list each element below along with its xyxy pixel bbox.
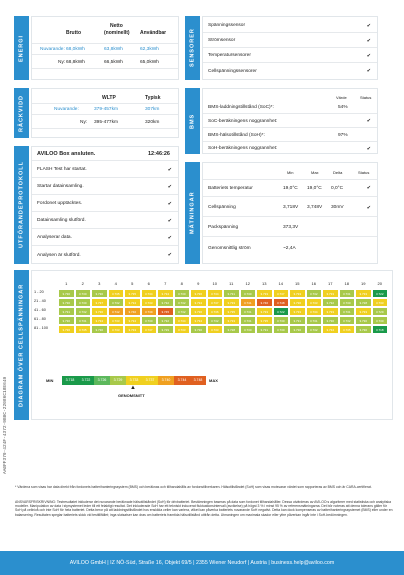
cell-voltage: 3.730 <box>58 298 75 307</box>
cell-voltage: 3.735 <box>108 289 125 298</box>
cell-voltage: 3.733 <box>289 289 306 298</box>
protocol-item: Startar datainsamling. ✔ <box>32 179 178 195</box>
cell-voltage: 3.731 <box>75 316 92 325</box>
disclaimer: ANSVARSFRISKRIVNING: Testresultatet inkluderar det nuvarande beräknade hälsotillståndet (SoH) för drivbatteriet. Bestämningen baseras på data som fordonet tillhandahåller. Dessa utvärderas av AVILOO:s algoritmer med statistiska och analytiska modeller. Manipulation av data i styrsystemet leder till ett felaktigt resultat. Det inkluderade SoH har ett tekniskt inducerat fluktuationsintervall (avvikelse) på högst 3 % i minst 95 % av referensmätningarna. Det bör noteras att denna tolerans gäller för SoH på cellnivå och inte SoH för hela batteriet. Detta beror på att laddningstillståndet hos enskilda celler kan variera, vilket kan påverka batteriets nuvarande SoH negativt. Detta kan dock kompenseras av batterihanteringssystemet (BMS) eller under en balansering. Resultaten speglar batteriets skick vid testtillfället; inga slutsatser kan dras om batteriets framtida hälsotillstånd utifrån detta. Utmaningen om maximala skador eller yttre påverkan ingår inte i SoH-bedömningen. <box>15 500 393 517</box>
cell-voltage: 3.737 <box>141 325 158 334</box>
cell-voltage: 3.730 <box>141 316 158 325</box>
measure-row: Genomsnittlig ström ~2,4A <box>208 245 296 251</box>
sensor-item: Cellspänningssensorer ✔ <box>208 68 371 74</box>
cell-voltage: 3.731 <box>58 307 75 316</box>
cell-voltage: 3.732 <box>339 316 356 325</box>
cell-voltage: 3.748 <box>273 298 290 307</box>
cell-voltage: 3.735 <box>75 325 92 334</box>
cell-voltage: 3.732 <box>108 298 125 307</box>
cell-voltage: 3.728 <box>223 325 240 334</box>
cell-voltage: 3.733 <box>289 307 306 316</box>
cell-row-label: 21 - 40 <box>34 299 46 303</box>
cell-voltage: 3.728 <box>355 298 372 307</box>
cell-voltage: 3.733 <box>322 307 339 316</box>
cell-voltage: 3.732 <box>174 307 191 316</box>
cell-voltage: 3.733 <box>141 298 158 307</box>
cell-voltage: 3.732 <box>322 298 339 307</box>
cell-voltage: 3.730 <box>58 316 75 325</box>
range-tab: RÄCKVIDD <box>14 88 29 138</box>
legend-min: MIN <box>46 378 54 383</box>
cell-voltage: 3.733 <box>108 316 125 325</box>
cell-voltage: 3.731 <box>223 289 240 298</box>
cell-voltage: 3.742 <box>108 307 125 316</box>
bms-row: BMS-laddningstillstånd (SoC)*: 54% <box>203 101 377 114</box>
cell-voltage: 3.730 <box>289 325 306 334</box>
cell-col-label: 16 <box>311 281 316 286</box>
cell-voltage: 3.732 <box>157 298 174 307</box>
cell-col-label: 7 <box>164 281 167 286</box>
cell-voltage: 3.730 <box>339 298 356 307</box>
cell-col-label: 10 <box>212 281 217 286</box>
cell-voltage: 3.733 <box>355 289 372 298</box>
cell-voltage: 3.734 <box>190 316 207 325</box>
bms-tab: BMS <box>185 88 200 154</box>
cell-voltage: 3.732 <box>306 325 323 334</box>
cell-voltage: 3.718 <box>372 325 389 334</box>
protocol-panel <box>31 146 179 264</box>
document-id: AA0FF379-424F-4372-9B0C-22086C18E649 <box>3 376 8 474</box>
measure-h-status: Status <box>358 170 370 175</box>
energy-row-current: Nuvarande: 68,0kWh 63,8kWh 62,3kWh <box>32 43 178 55</box>
cell-col-label: 17 <box>328 281 333 286</box>
legend-swatch: 3.718 <box>62 376 78 385</box>
protocol-header: AVILOO Box ansluten. 12:46:26 <box>32 147 178 161</box>
measure-row: Batteriets temperatur 19,0°C 19,0°C 0,0°C ✔ <box>203 179 377 197</box>
cell-voltage: 3.737 <box>91 298 108 307</box>
sensors-tab: SENSORER <box>185 16 200 80</box>
range-col1: WLTP <box>102 95 116 101</box>
cell-voltage: 3.730 <box>355 325 372 334</box>
cells-panel <box>31 270 393 420</box>
legend-swatch: 3.740 <box>158 376 174 385</box>
protocol-item: Datainsamling slutförd. ✔ <box>32 213 178 229</box>
cell-voltage: 3.734 <box>141 289 158 298</box>
measure-row: Packspänning 373,3V <box>203 219 377 237</box>
protocol-item: Analysen är slutförd. ✔ <box>37 252 172 258</box>
measure-panel <box>202 162 378 264</box>
cell-row-label: 81 - 100 <box>34 326 48 330</box>
cell-voltage: 3.734 <box>157 289 174 298</box>
cell-voltage: 3.745 <box>157 307 174 316</box>
cell-col-label: 1 <box>65 281 68 286</box>
cell-voltage: 3.730 <box>174 289 191 298</box>
cell-voltage: 3.730 <box>322 316 339 325</box>
measure-h-min: Min <box>287 170 294 175</box>
legend-swatch: 3.737 <box>142 376 158 385</box>
cell-voltage: 3.733 <box>174 325 191 334</box>
cell-voltage: 3.733 <box>108 325 125 334</box>
cell-voltage: 3.733 <box>207 325 224 334</box>
range-panel <box>31 88 179 138</box>
legend-swatch: 3.748 <box>190 376 206 385</box>
cell-voltage: 3.733 <box>223 316 240 325</box>
cell-col-label: 4 <box>114 281 117 286</box>
bms-panel <box>202 88 378 154</box>
average-arrow-icon: ▲ <box>130 385 136 391</box>
cell-voltage: 3.730 <box>240 325 257 334</box>
cell-voltage: 3.736 <box>58 325 75 334</box>
cell-voltage: 3.732 <box>174 298 191 307</box>
cell-voltage: 3.734 <box>207 289 224 298</box>
cell-col-label: 15 <box>295 281 300 286</box>
cell-col-label: 2 <box>81 281 84 286</box>
cell-col-label: 12 <box>245 281 250 286</box>
cell-col-label: 18 <box>344 281 349 286</box>
cell-voltage: 3.739 <box>141 307 158 316</box>
cell-voltage: 3.734 <box>124 316 141 325</box>
cell-voltage: 3.729 <box>157 325 174 334</box>
cell-voltage: 3.746 <box>256 298 273 307</box>
cell-voltage: 3.730 <box>91 325 108 334</box>
energy-tab: ENERGI <box>14 16 29 80</box>
cell-voltage: 3.731 <box>339 289 356 298</box>
cell-voltage: 3.734 <box>174 316 191 325</box>
range-row-new: Ny: 395-477km 320km <box>32 117 178 129</box>
protocol-item: Fordonet upptäcktes. ✔ <box>32 196 178 212</box>
legend-swatch: 3.726 <box>94 376 110 385</box>
footer-text: AVILOO GmbH | IZ NÖ-Süd, Straße 16, Objekt 69/5 | 2355 Wiener Neudorf | Austria | business.help@aviloo.com <box>69 560 335 566</box>
cell-voltage: 3.735 <box>256 316 273 325</box>
cell-col-label: 19 <box>361 281 366 286</box>
energy-row-new: Ny: 68,8kWh 66,5kWh 65,0kWh <box>32 57 178 69</box>
protocol-tab: UTFÖRANDEPROTOKOLL <box>14 146 29 264</box>
cell-voltage: 3.734 <box>322 325 339 334</box>
cell-voltage: 3.736 <box>91 307 108 316</box>
cell-voltage: 3.733 <box>355 307 372 316</box>
cell-col-label: 9 <box>197 281 200 286</box>
cell-voltage: 3.722 <box>372 289 389 298</box>
cell-voltage: 3.736 <box>289 298 306 307</box>
cell-voltage: 3.731 <box>306 316 323 325</box>
cell-voltage: 3.733 <box>372 298 389 307</box>
cell-grid <box>32 271 394 366</box>
cell-voltage: 3.741 <box>240 298 257 307</box>
footnote: * Värdena som visas har data direkt från fordonets batterihanteringssystem (BMS) och beräknas och tillhandahålls av fordonstillverkaren. Hälsotillståndet (SoH) som visas motsvarar värdet som rapporteras av BMS och är CARA-certifierat. <box>15 485 372 489</box>
legend-swatch: 3.729 <box>110 376 126 385</box>
bms-row: BMS-hälsotillstånd (SoH)*: 97% <box>203 129 377 142</box>
cell-voltage: 3.730 <box>91 289 108 298</box>
cell-voltage: 3.733 <box>124 325 141 334</box>
cell-voltage: 3.732 <box>207 316 224 325</box>
legend-swatch: 3.722 <box>78 376 94 385</box>
cell-voltage: 3.730 <box>240 289 257 298</box>
cells-tab: DIAGRAM ÖVER CELLSPÄNNINGAR <box>14 270 29 420</box>
energy-col2: (nominellt) <box>104 30 130 36</box>
protocol-item: FLASH Test har startat. ✔ <box>32 162 178 178</box>
measure-h-delta: Delta <box>333 170 343 175</box>
sensors-panel <box>202 16 378 80</box>
energy-col1: Netto <box>110 23 123 29</box>
cell-voltage: 3.732 <box>157 316 174 325</box>
cell-col-label: 8 <box>180 281 183 286</box>
cell-voltage: 3.730 <box>355 316 372 325</box>
cell-voltage: 3.731 <box>240 307 257 316</box>
cell-voltage: 3.722 <box>273 307 290 316</box>
range-row-current: Nuvarande: 379-457km 307km <box>32 103 178 115</box>
protocol-item: Analyserar data. ✔ <box>32 230 178 246</box>
cell-voltage: 3.729 <box>372 307 389 316</box>
legend-swatch: 3.744 <box>174 376 190 385</box>
legend-swatch: 3.733 <box>126 376 142 385</box>
cell-voltage: 3.740 <box>124 307 141 316</box>
cell-col-label: 5 <box>131 281 134 286</box>
cell-voltage: 3.730 <box>273 316 290 325</box>
cell-voltage: 3.734 <box>306 307 323 316</box>
cell-voltage: 3.735 <box>223 307 240 316</box>
range-col2: Typisk <box>145 95 161 101</box>
energy-col3: Användbar <box>140 30 167 36</box>
cell-legend <box>32 366 394 416</box>
bms-h-value: Värde <box>336 95 347 100</box>
cell-col-label: 14 <box>278 281 283 286</box>
cell-voltage: 3.733 <box>256 289 273 298</box>
cell-voltage: 3.733 <box>306 298 323 307</box>
cell-voltage: 3.730 <box>75 298 92 307</box>
cell-voltage: 3.735 <box>124 289 141 298</box>
cell-voltage: 3.731 <box>256 325 273 334</box>
cell-voltage: 3.733 <box>223 298 240 307</box>
cell-col-label: 11 <box>229 281 234 286</box>
cell-voltage: 3.730 <box>273 325 290 334</box>
legend-max: MAX <box>209 378 218 383</box>
footer <box>0 551 404 575</box>
measure-h-max: Max <box>311 170 319 175</box>
cell-voltage: 3.734 <box>190 298 207 307</box>
sensor-item: Temperatursensorer ✔ <box>203 49 377 63</box>
cell-voltage: 3.730 <box>75 289 92 298</box>
sensor-item: Spänningssensor ✔ <box>203 19 377 33</box>
cell-voltage: 3.731 <box>339 307 356 316</box>
cell-voltage: 3.734 <box>124 298 141 307</box>
cell-col-label: 3 <box>98 281 101 286</box>
cell-voltage: 3.731 <box>240 316 257 325</box>
bms-row: SoH-beräkningens noggrannhet: ✔ <box>208 145 371 152</box>
cell-voltage: 3.737 <box>273 289 290 298</box>
cell-row-label: 61 - 80 <box>34 317 46 321</box>
measure-tab: MÄTNINGAR <box>185 162 200 264</box>
cell-col-label: 20 <box>377 281 382 286</box>
cell-col-label: 6 <box>147 281 150 286</box>
cell-row-label: 41 - 60 <box>34 308 46 312</box>
cell-voltage: 3.737 <box>207 298 224 307</box>
cell-voltage: 3.730 <box>372 316 389 325</box>
sensor-item: Strömsensor ✔ <box>203 34 377 48</box>
cell-voltage: 3.730 <box>190 325 207 334</box>
energy-panel <box>31 16 179 80</box>
cell-voltage: 3.731 <box>289 316 306 325</box>
energy-col1b: Brutto <box>66 30 81 36</box>
cell-voltage: 3.736 <box>190 289 207 298</box>
measure-row: Cellspänning 3,718V 3,748V 30mV ✔ <box>203 199 377 217</box>
cell-voltage: 3.732 <box>306 289 323 298</box>
bms-h-status: Status <box>360 95 372 100</box>
cell-col-label: 13 <box>262 281 267 286</box>
cell-row-label: 1 - 20 <box>34 290 44 294</box>
cell-voltage: 3.730 <box>58 289 75 298</box>
cell-voltage: 3.736 <box>190 307 207 316</box>
cell-voltage: 3.733 <box>322 289 339 298</box>
cell-voltage: 3.732 <box>75 307 92 316</box>
cell-voltage: 3.733 <box>256 307 273 316</box>
cell-voltage: 3.736 <box>207 307 224 316</box>
bms-row: SoC-beräkningens noggrannhet: ✔ <box>203 115 377 128</box>
average-label: GENOMSNITT <box>118 393 145 398</box>
cell-voltage: 3.734 <box>91 316 108 325</box>
cell-voltage: 3.735 <box>339 325 356 334</box>
